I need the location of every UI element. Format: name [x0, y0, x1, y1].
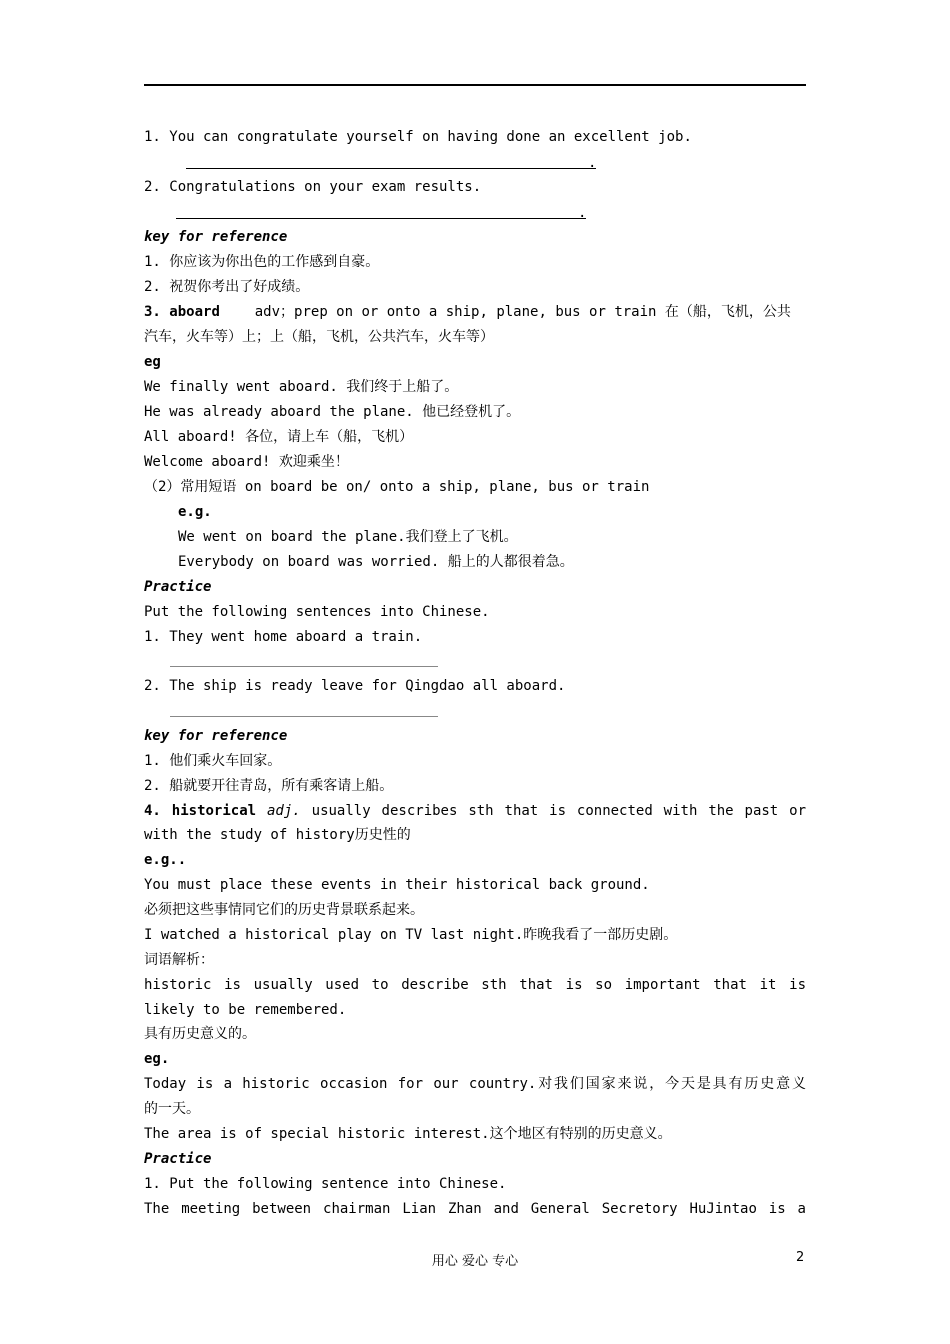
- example-sentence: We finally went aboard. 我们终于上船了。: [144, 379, 459, 395]
- example-sentence: Today is a historic occasion for our country.对我们国家来说，今天是具有历史意义: [144, 1076, 806, 1092]
- practice-heading: Practice: [144, 1151, 212, 1167]
- key-answer-1: 1. 你应该为你出色的工作感到自豪。: [144, 254, 380, 270]
- answer-blank-3[interactable]: [170, 666, 438, 667]
- example-sentence: The area is of special historic interest.这个地区有特别的历史意义。: [144, 1126, 672, 1142]
- aboard-definition-cont: 汽车，火车等）上；上（船，飞机，公共汽车，火车等）: [144, 329, 494, 345]
- aboard-entry: [144, 303, 791, 321]
- practice-item-1: 1. They went home aboard a train.: [144, 629, 423, 645]
- historic-translation: 具有历史意义的。: [144, 1026, 256, 1042]
- phrase-line: （2）常用短语 on board be on/ onto a ship, plane, bus or train: [144, 479, 650, 495]
- key-heading: key for reference: [144, 728, 288, 744]
- blank-period: .: [588, 155, 597, 171]
- example-sentence: We went on board the plane.我们登上了飞机。: [178, 529, 518, 545]
- answer-blank-4[interactable]: [170, 716, 438, 717]
- example-sentence: I watched a historical play on TV last night.昨晚我看了一部历史剧。: [144, 927, 678, 943]
- example-sentence: He was already aboard the plane. 他已经登机了。: [144, 404, 521, 420]
- question-1: 1. You can congratulate yourself on having done an excellent job.: [144, 129, 692, 145]
- entry-number: 4.: [144, 803, 161, 819]
- practice-instruction: Put the following sentences into Chinese.: [144, 604, 490, 620]
- practice-heading: Practice: [144, 579, 212, 595]
- eg-label: e.g.: [178, 504, 212, 520]
- page-number: 2: [796, 1250, 805, 1265]
- key-answer-2: 2. 祝贺你考出了好成绩。: [144, 279, 310, 295]
- entry-word: historical: [171, 803, 257, 819]
- key-heading: key for reference: [144, 229, 288, 245]
- answer-blank-2[interactable]: [176, 218, 586, 219]
- example-sentence-cont: 的一天。: [144, 1101, 200, 1117]
- eg-label: eg: [144, 354, 161, 370]
- historic-definition: historic is usually used to describe sth that is so important that it is: [144, 977, 806, 993]
- entry-pos: adj.: [267, 803, 301, 819]
- entry-number: 3.: [144, 304, 161, 320]
- example-sentence: All aboard! 各位，请上车（船，飞机）: [144, 429, 414, 445]
- analysis-label: 词语解析：: [144, 952, 214, 968]
- example-sentence: You must place these events in their historical back ground.: [144, 877, 650, 893]
- historic-definition-cont: likely to be remembered.: [144, 1002, 347, 1018]
- entry-definition: adv；prep on or onto a ship, plane, bus or train 在（船，飞机，公共: [254, 304, 791, 320]
- example-sentence: Welcome aboard! 欢迎乘坐！: [144, 454, 349, 470]
- footer-motto: 用心 爱心 专心: [431, 1254, 519, 1269]
- practice-item-2: 2. The ship is ready leave for Qingdao all aboard.: [144, 678, 566, 694]
- practice-sentence: The meeting between chairman Lian Zhan and General Secretory HuJintao is a: [144, 1201, 806, 1217]
- eg-label: eg.: [144, 1051, 170, 1067]
- key-answer-2: 2. 船就要开往青岛，所有乘客请上船。: [144, 778, 394, 794]
- blank-period: .: [578, 205, 587, 221]
- example-translation: 必须把这些事情同它们的历史背景联系起来。: [144, 902, 424, 918]
- entry-definition: usually describes sth that is connected with the past or: [311, 803, 806, 819]
- entry-word: aboard: [169, 304, 220, 320]
- historical-definition-cont: with the study of history历史性的: [144, 827, 411, 843]
- eg-label: e.g..: [144, 852, 187, 868]
- answer-blank-1[interactable]: [186, 168, 596, 169]
- header-rule: [144, 84, 806, 86]
- question-2: 2. Congratulations on your exam results.: [144, 179, 482, 195]
- key-answer-1: 1. 他们乘火车回家。: [144, 753, 282, 769]
- practice-instruction: 1. Put the following sentence into Chinese.: [144, 1176, 507, 1192]
- historical-entry: [144, 802, 806, 820]
- example-sentence: Everybody on board was worried. 船上的人都很着急。: [178, 554, 574, 570]
